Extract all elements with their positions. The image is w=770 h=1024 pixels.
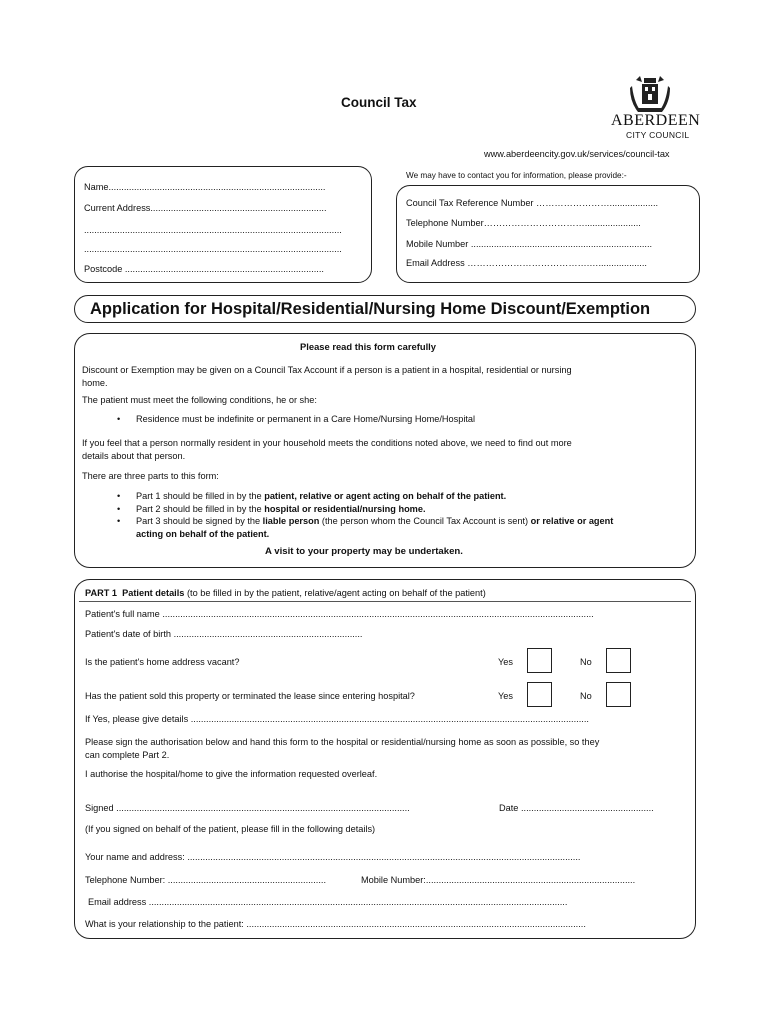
bullet-icon: • bbox=[117, 491, 121, 501]
sign-instructions-line-1: Please sign the authorisation below and hand this form to the hospital or residential/nursing home as soon as possible, so they bbox=[85, 737, 600, 747]
vacant-question: Is the patient's home address vacant? bbox=[85, 657, 240, 667]
your-name-address-field[interactable]: Your name and address: .......................................................................................................................................................... bbox=[85, 852, 581, 862]
sold-no-checkbox[interactable] bbox=[606, 682, 631, 707]
condition-item: Residence must be indefinite or permanent in a Care Home/Nursing Home/Hospital bbox=[136, 414, 476, 424]
email-field[interactable]: Email Address ………………………………….…................... bbox=[406, 258, 647, 268]
signed-field[interactable]: Signed ................................................................................................................... bbox=[85, 803, 410, 813]
instructions-heading: Please read this form carefully bbox=[300, 341, 436, 352]
relationship-field[interactable]: What is your relationship to the patient: ..................................................................................................................................... bbox=[85, 919, 586, 929]
council-tax-reference-field[interactable]: Council Tax Reference Number ……………………................... bbox=[406, 198, 659, 208]
sold-no-label: No bbox=[580, 691, 592, 701]
vacant-no-checkbox[interactable] bbox=[606, 648, 631, 673]
bullet-icon: • bbox=[117, 516, 121, 526]
name-field[interactable]: Name..................................................................................... bbox=[84, 182, 326, 192]
conditions-intro: The patient must meet the following conditions, he or she: bbox=[82, 395, 317, 405]
part-3-item: Part 3 should be signed by the liable person (the person whom the Council Tax Account is sent) or relative or agent bbox=[136, 516, 614, 526]
org-name: ABERDEEN bbox=[611, 112, 701, 129]
address-line-2[interactable]: ..................................................................................................... bbox=[84, 244, 342, 254]
telephone-field[interactable]: Telephone Number……………………………...................... bbox=[406, 218, 641, 228]
bullet-icon: • bbox=[117, 504, 121, 514]
intro-para-line-2: home. bbox=[82, 378, 108, 388]
address-line-1[interactable]: ..................................................................................................... bbox=[84, 225, 342, 235]
agent-email-field[interactable]: Email address .................................................................................................................................................................... bbox=[88, 897, 568, 907]
household-para-line-1: If you feel that a person normally resident in your household meets the conditions noted above, we need to find out more bbox=[82, 438, 572, 448]
part-1-item: Part 1 should be filled in by the patient, relative or agent acting on behalf of the patient. bbox=[136, 491, 507, 501]
agent-mobile-field[interactable]: Mobile Number:.................................................................................. bbox=[361, 875, 636, 885]
mobile-field[interactable]: Mobile Number ....................................................................... bbox=[406, 239, 653, 249]
date-field[interactable]: Date .................................................... bbox=[499, 803, 654, 813]
council-crest-icon bbox=[628, 72, 672, 114]
details-field[interactable]: If Yes, please give details ............................................................................................................................................................ bbox=[85, 714, 589, 724]
patient-full-name-field[interactable]: Patient's full name ......................................................................................................................................................................... bbox=[85, 609, 594, 619]
website-link[interactable]: www.aberdeencity.gov.uk/services/council-tax bbox=[484, 149, 670, 159]
authorisation-statement: I authorise the hospital/home to give the information requested overleaf. bbox=[85, 769, 378, 779]
sold-question: Has the patient sold this property or terminated the lease since entering hospital? bbox=[85, 691, 415, 701]
org-subname: CITY COUNCIL bbox=[626, 130, 690, 140]
current-address-field[interactable]: Current Address..................................................................... bbox=[84, 203, 327, 213]
header-title: Council Tax bbox=[341, 95, 417, 110]
bullet-icon: • bbox=[117, 414, 121, 424]
parts-intro: There are three parts to this form: bbox=[82, 471, 219, 481]
main-title: Application for Hospital/Residential/Nursing Home Discount/Exemption bbox=[90, 300, 651, 318]
part-3-item-cont: acting on behalf of the patient. bbox=[136, 529, 270, 539]
patient-dob-field[interactable]: Patient's date of birth .......................................................................... bbox=[85, 629, 363, 639]
postcode-field[interactable]: Postcode .............................................................................. bbox=[84, 264, 324, 274]
part-1-divider bbox=[79, 601, 691, 602]
sold-yes-label: Yes bbox=[498, 691, 513, 701]
household-para-line-2: details about that person. bbox=[82, 451, 186, 461]
sign-instructions-line-2: can complete Part 2. bbox=[85, 750, 170, 760]
intro-para-line-1: Discount or Exemption may be given on a Council Tax Account if a person is a patient in a hospital, residential or nursing bbox=[82, 365, 572, 375]
vacant-yes-checkbox[interactable] bbox=[527, 648, 552, 673]
agent-telephone-field[interactable]: Telephone Number: .............................................................. bbox=[85, 875, 326, 885]
visit-notice: A visit to your property may be undertaken. bbox=[265, 546, 463, 557]
sold-yes-checkbox[interactable] bbox=[527, 682, 552, 707]
part-1-heading: PART 1 Patient details (to be filled in by the patient, relative/agent acting on behalf of the patient) bbox=[85, 588, 486, 598]
behalf-note: (If you signed on behalf of the patient, please fill in the following details) bbox=[85, 824, 376, 834]
part-2-item: Part 2 should be filled in by the hospital or residential/nursing home. bbox=[136, 504, 426, 514]
vacant-yes-label: Yes bbox=[498, 657, 513, 667]
contact-intro: We may have to contact you for information, please provide:- bbox=[406, 171, 627, 180]
vacant-no-label: No bbox=[580, 657, 592, 667]
